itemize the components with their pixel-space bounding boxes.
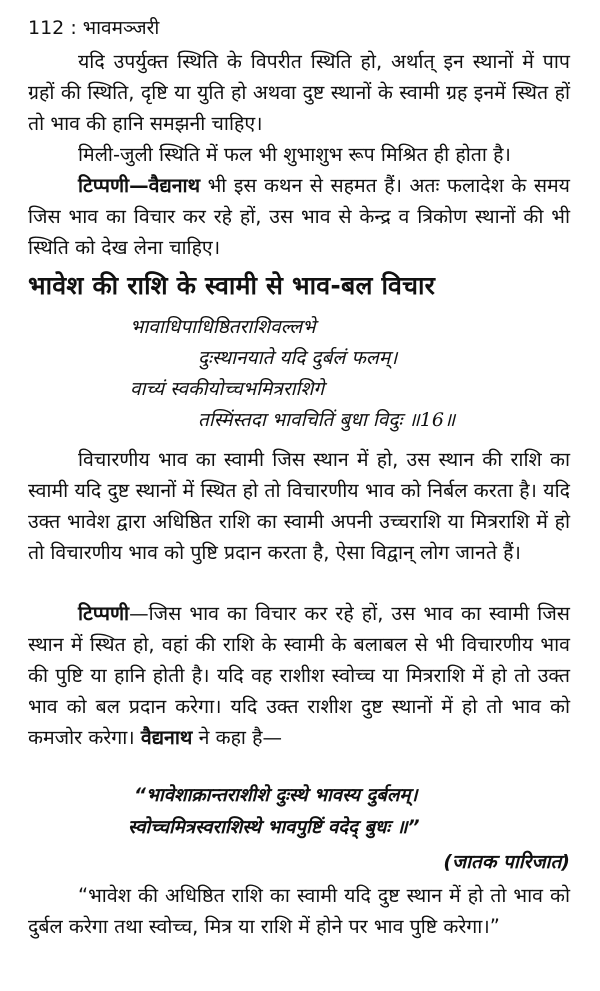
author-name: वैद्यनाथ [140, 726, 193, 749]
note-label: टिप्पणी—वैद्यनाथ [78, 174, 201, 197]
note-text-2-end: ने कहा है— [192, 726, 283, 749]
section-heading: भावेश की राशि के स्वामी से भाव-बल विचार [28, 271, 436, 300]
quote-line-1: “भावेशाक्रान्तराशीशे दुःस्थे भावस्य दुर्बलम्। [134, 785, 418, 806]
note-label-2: टिप्पणी [78, 602, 130, 625]
quote-source: (जातक पारिजात) [443, 851, 570, 873]
paragraph-1: यदि उपर्युक्त स्थिति के विपरीत स्थिति हो, अर्थात् इन स्थानों में पाप ग्रहों की स्थिति, दृष्टि या युति हो अथवा दुष्ट स्थानों के स्वामी ग्रह इनमें स्थित हों तो भाव की हानि समझनी चाहिए। [28, 50, 570, 135]
verse-number: 16 [419, 409, 444, 431]
note-text: भी इस कथन से सहमत हैं। अतः फलादेश के समय जिस भाव का विचार कर रहे हों, उस भाव से केन्द्र व त्रिकोण स्थानों की भी स्थिति को देख लेना चाहिए। [28, 174, 570, 259]
page-number: 112 [28, 17, 65, 39]
header-separator: : [70, 17, 77, 39]
verse-line-2: दुःस्थानयाते यदि दुर्बलं फलम्। [198, 347, 398, 369]
quote-line-2: स्वोच्चमित्रस्वराशिस्थे भावपुष्टिं वदेद् बुधः ॥” [128, 817, 420, 838]
verse-line-4-text: तस्मिंस्तदा भावचितिं बुधा विदुः ॥ [198, 409, 420, 431]
paragraph-5 [28, 598, 570, 753]
paragraph-4: विचारणीय भाव का स्वामी जिस स्थान में हो, उस स्थान की राशि का स्वामी यदि दुष्ट स्थानों में स्थित हो तो विचारणीय भाव को निर्बल करता है। यदि उक्त भावेश द्वारा अधिष्ठित राशि का स्वामी अपनी उच्चराशि या मित्रराशि में हो तो विचारणीय भाव को पुष्टि प्रदान करता है, ऐसा विद्वान् लोग जानते हैं। [28, 448, 570, 564]
note-text-2: —जिस भाव का विचार कर रहे हों, उस भाव का स्वामी जिस स्थान में स्थित हो, वहां की राशि के स्वामी के बलाबल से भी विचारणीय भाव की पुष्टि या हानि होती है। यदि वह राशीश स्वोच्च या मित्रराशि में हो तो उक्त भाव को बल प्रदान करेगा। यदि उक्त राशीश दुष्ट स्थानों में हो तो भाव को कमजोर करेगा। [28, 602, 570, 749]
verse-line-1: भावाधिपाधिष्ठितराशिवल्लभे [130, 316, 316, 338]
verse-end-mark: ॥ [443, 409, 456, 431]
paragraph-2: मिली-जुली स्थिति में फल भी शुभाशुभ रूप मिश्रित ही होता है। [78, 143, 511, 166]
verse-line-3: वाच्यं स्वकीयोच्चभमित्रराशिगे [130, 378, 325, 400]
paragraph-3 [28, 170, 570, 263]
book-title: भावमञ्जरी [82, 17, 160, 39]
final-paragraph: “भावेश की अधिष्ठित राशि का स्वामी यदि दुष्ट स्थान में हो तो भाव को दुर्बल करेगा तथा स्वोच्च, मित्र या राशि में होने पर भाव पुष्टि करेगा।” [28, 884, 570, 938]
page-header [28, 14, 159, 40]
verse-line-4 [198, 405, 455, 435]
